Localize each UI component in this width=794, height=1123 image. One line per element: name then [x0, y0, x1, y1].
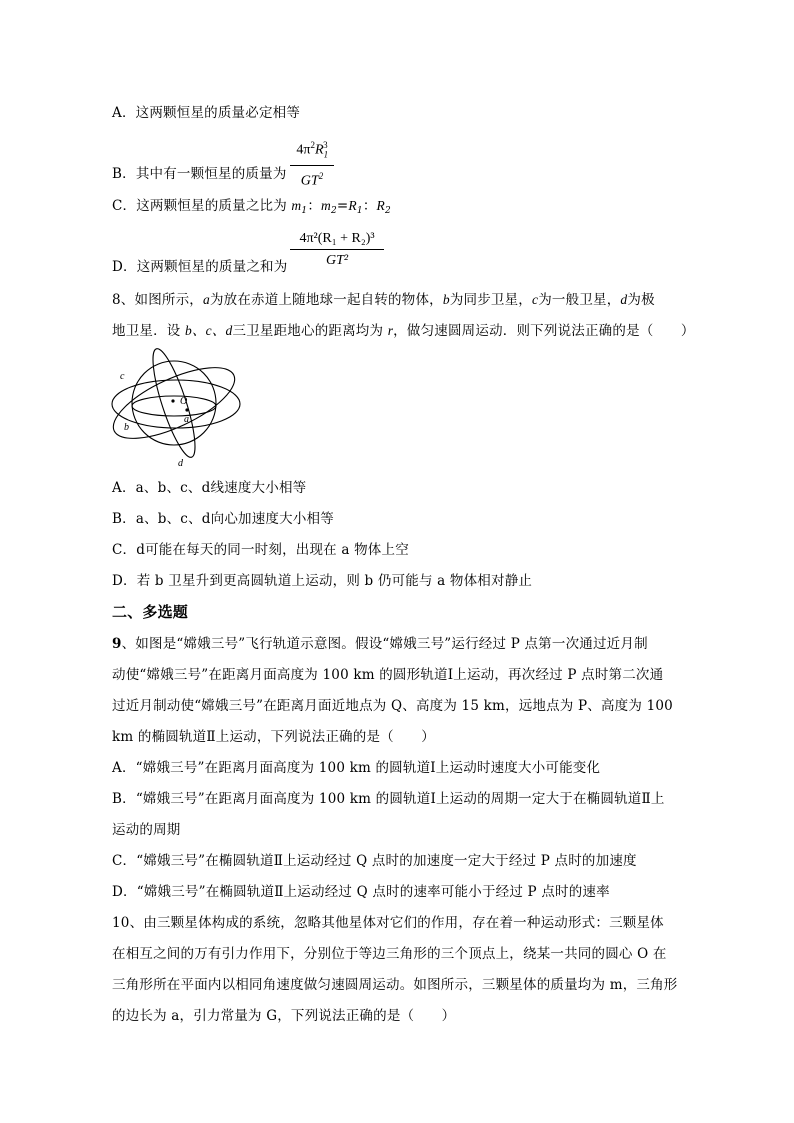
q7-option-d: D．这两颗恒星的质量之和为: [112, 259, 288, 275]
q8-option-d: D．若 b 卫星升到更高圆轨道上运动，则 b 仍可能与 a 物体相对静止: [112, 573, 533, 589]
q7-option-b: B．其中有一颗恒星的质量为: [112, 166, 287, 182]
q10-stem-line-3: 三角形所在平面内以相同角速度做匀速圆周运动。如图所示，三颗星体的质量均为 m，三角形: [112, 977, 678, 993]
q7-option-c: C．这两颗恒星的质量之比为 $m_1$：$m_2=R_1$：$R_2$: [112, 198, 391, 216]
q8-option-c: C．d可能在每天的同一时刻，出现在 a 物体上空: [112, 542, 409, 558]
q7-option-a: A．这两颗恒星的质量必定相等: [112, 105, 301, 121]
equator-ellipse: [132, 396, 216, 416]
q7-option-d-numerator: 4π²(R₁ + R₂)³: [299, 231, 375, 246]
label-a: a: [184, 414, 189, 425]
q9-stem-line-4: km 的椭圆轨道Ⅱ上运动，下列说法正确的是（ ）: [112, 729, 435, 745]
q7-option-d-denominator: GT²: [325, 253, 349, 268]
q8-stem-line-1: 8、如图所示，a为放在赤道上随地球一起自转的物体，b为同步卫星，c为一般卫星，d为极: [112, 292, 655, 308]
earth-circle: [132, 361, 216, 445]
q10-stem-line-4: 的边长为 a，引力常量为 G，下列说法正确的是（ ）: [112, 1008, 456, 1024]
q9-option-c: C．“嫦娥三号”在椭圆轨道Ⅱ上运动经过 Q 点时的加速度一定大于经过 P 点时的加速度: [112, 853, 637, 869]
object-a-dot: [185, 408, 188, 411]
label-c: c: [120, 371, 125, 382]
q8-option-a: A．a、b、c、d线速度大小相等: [112, 480, 307, 496]
q7-option-d-fraction: [290, 230, 384, 269]
q9-option-a: A．“嫦娥三号”在距离月面高度为 100 km 的圆轨道Ⅰ上运动时速度大小可能变化: [112, 760, 601, 776]
q10-stem-line-1: 10、由三颗星体构成的系统，忽略其他星体对它们的作用，存在着一种运动形式：三颗星体: [112, 915, 664, 931]
orbit-diagram: [108, 346, 243, 471]
q7-option-b-denominator: $GT^2$: [300, 171, 324, 190]
orbit-b: [112, 380, 240, 428]
section-heading-multiple-choice: 二、多选题: [112, 603, 189, 621]
q9-stem-line-3: 过近月制动使“嫦娥三号”在距离月面近地点为 Q、高度为 15 km，远地点为 P、高度为 100: [112, 698, 673, 714]
label-o: O: [180, 396, 188, 407]
q7-option-b-fraction: [290, 137, 334, 190]
q8-stem-line-2: 地卫星．设 b、c、d三卫星距地心的距离均为 r，做匀速圆周运动．则下列说法正确的是（ ）: [112, 323, 695, 339]
label-d: d: [178, 458, 183, 469]
q9-option-b-line-2: 运动的周期: [112, 822, 181, 838]
q10-stem-line-2: 在相互之间的万有引力作用下，分别位于等边三角形的三个顶点上，绕某一共同的圆心 O 在: [112, 946, 667, 962]
center-o-dot: [171, 399, 174, 402]
q9-option-d: D．“嫦娥三号”在椭圆轨道Ⅱ上运动经过 Q 点时的速率可能小于经过 P 点时的速率: [112, 884, 610, 900]
q8-option-b: B．a、b、c、d向心加速度大小相等: [112, 511, 334, 527]
q9-option-b-line-1: B．“嫦娥三号”在距离月面高度为 100 km 的圆轨道Ⅰ上运动的周期一定大于在椭圆轨道Ⅱ上: [112, 791, 665, 807]
q9-stem-line-2: 动使“嫦娥三号”在距离月面高度为 100 km 的圆形轨道Ⅰ上运动，再次经过 P 点时第二次通: [112, 667, 664, 683]
q9-stem-line-1: 9、如图是“嫦娥三号”飞行轨道示意图。假设“嫦娥三号”运行经过 P 点第一次通过近月制: [112, 636, 648, 652]
orbit-d: [145, 346, 203, 461]
q7-option-b-numerator: $4\pi^2R_1^3$: [296, 140, 329, 160]
label-b: b: [124, 422, 129, 433]
